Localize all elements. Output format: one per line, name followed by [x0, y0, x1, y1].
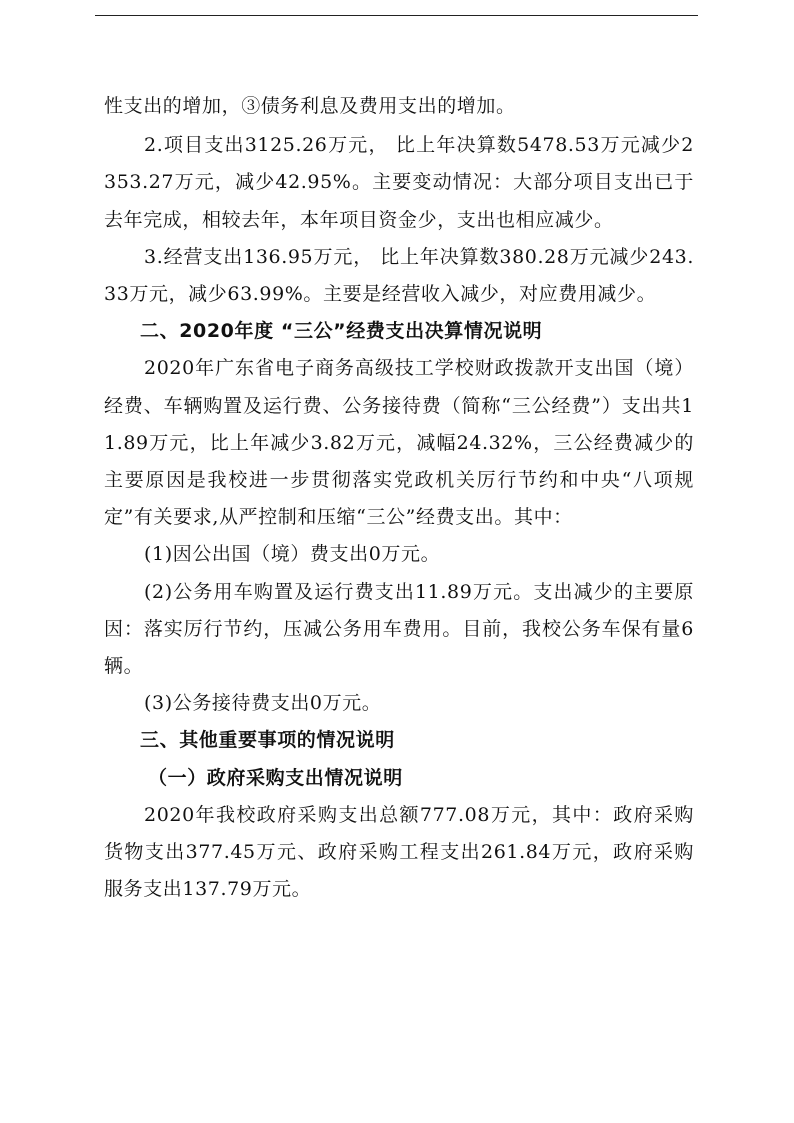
paragraph-overseas-expense: (1)因公出国（境）费支出0万元。 [144, 543, 441, 566]
paragraph-reception-expense: (3)公务接待费支出0万元。 [144, 692, 382, 715]
paragraph-vehicle-expense: (2)公务用车购置及运行费支出11.89万元。支出减少的主要原因：落实厉行节约，压减公务用车费用。目前，我校公务车保有量6辆。 [104, 580, 694, 678]
section-heading-other-matters: 三、其他重要事项的情况说明 [140, 729, 395, 752]
paragraph-procurement: 2020年我校政府采购支出总额777.08万元，其中：政府采购货物支出377.45万元、政府采购工程支出261.84万元，政府采购服务支出137.79万元。 [104, 803, 694, 901]
paragraph-operating-expenditure: 3.经营支出136.95万元， 比上年决算数380.28万元减少243.33万元，减少63.99%。主要是经营收入减少，对应费用减少。 [104, 245, 694, 306]
paragraph-continued: 性支出的增加，③债务利息及费用支出的增加。 [104, 95, 516, 117]
document-body [104, 88, 694, 908]
section-heading-three-public: 二、2020年度 “三公”经费支出决算情况说明 [140, 320, 543, 343]
paragraph-project-expenditure: 2.项目支出3125.26万元， 比上年决算数5478.53万元减少2353.27万元，减少42.95%。主要变动情况：大部分项目支出已于去年完成，相较去年，本年项目资金少，支出也相应减少。 [104, 134, 694, 231]
header-rule [95, 15, 698, 16]
paragraph-three-public-summary: 2020年广东省电子商务高级技工学校财政拨款开支出国（境）经费、车辆购置及运行费、公务接待费（简称“三公经费”）支出共11.89万元，比上年减少3.82万元，减幅24.32%，三公经费减少的主要原因是我校进一步贯彻落实党政机关厉行节约和中央“八项规定”有关要求,从严控制和压缩“三公”经费支出。其中： [104, 357, 694, 529]
subsection-heading-procurement: （一）政府采购支出情况说明 [148, 766, 403, 789]
